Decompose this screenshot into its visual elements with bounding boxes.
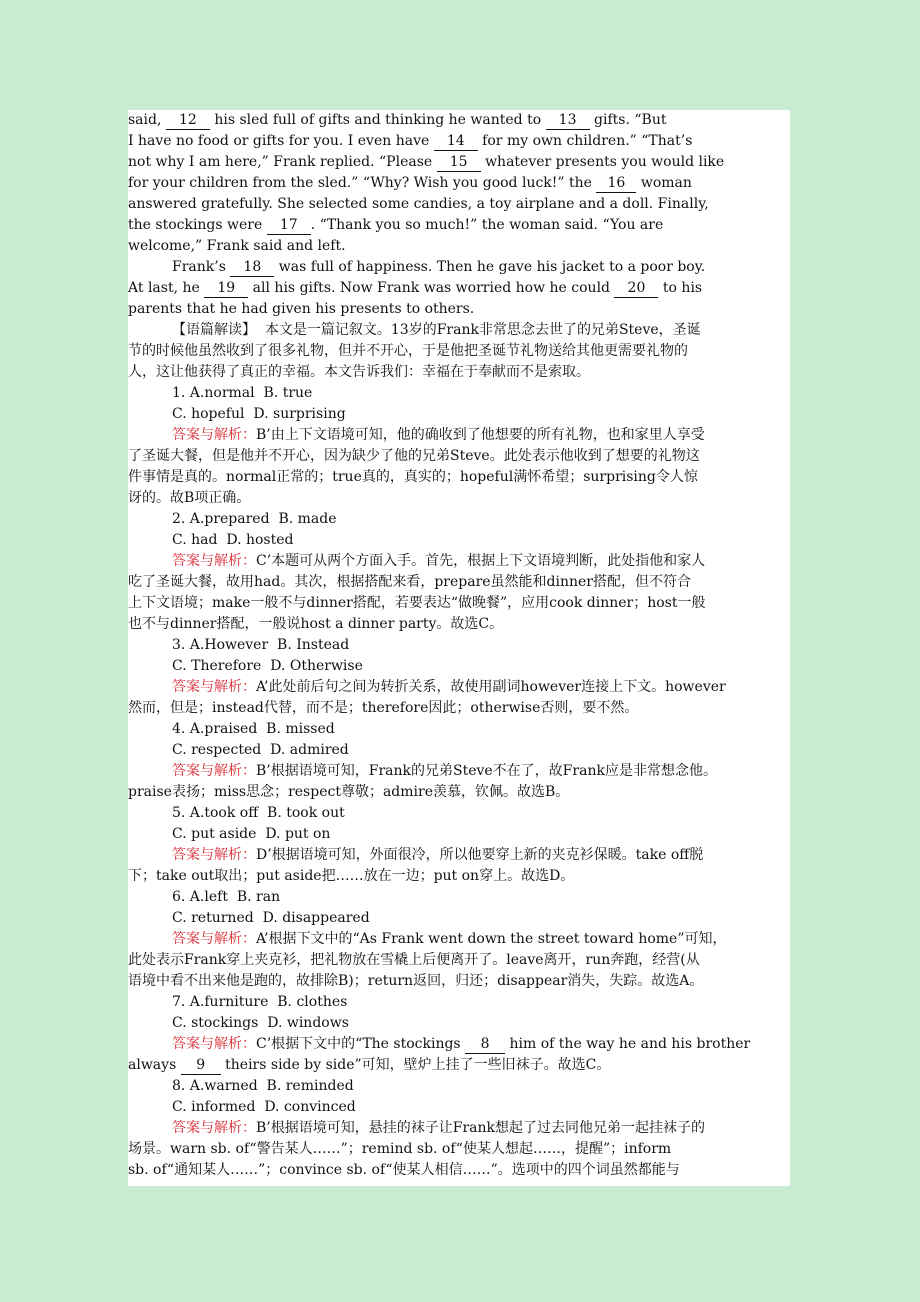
question-8 bbox=[128, 1076, 790, 1181]
passage-line: answered gratefully. She selected some candies, a toy airplane and a doll. Finally, bbox=[128, 196, 709, 212]
reading-line: 人，这让他获得了真正的幸福。本文告诉我们：幸福在于奉献而不是索取。 bbox=[128, 364, 590, 380]
option-line: 8. A.warned B. reminded bbox=[172, 1078, 354, 1094]
answer-line: 讶的。故B项正确。 bbox=[128, 490, 251, 506]
passage-line: I have no food or gifts for you. I even have 14 for my own children.” “That’s bbox=[128, 133, 693, 149]
passage-line: not why I am here,” Frank replied. “Please 15 whatever presents you would like bbox=[128, 154, 725, 170]
answer-line: 答案与解析：B’根据语境可知，Frank的兄弟Steve不在了，故Frank应是非常想念他。 bbox=[172, 763, 717, 779]
blank-19: 19 bbox=[204, 280, 248, 298]
question-1 bbox=[128, 383, 790, 509]
answer-line: 答案与解析：D’根据语境可知，外面很冷，所以他要穿上新的夹克衫保暖。take off脱 bbox=[172, 847, 704, 863]
answer-line: 答案与解析：C’根据下文中的“The stockings 8 him of the way he and his brother bbox=[172, 1036, 751, 1052]
answer-line: 也不与dinner搭配，一般说host a dinner party。故选C。 bbox=[128, 616, 504, 632]
passage-line: for your children from the sled.” “Why? Wish you good luck!” the 16 woman bbox=[128, 175, 692, 191]
blank-16: 16 bbox=[596, 175, 636, 193]
option-line: C. informed D. convinced bbox=[172, 1099, 356, 1115]
answer-line: 答案与解析：B’由上下文语境可知，他的确收到了他想要的所有礼物，也和家里人享受 bbox=[172, 427, 705, 443]
answer-line: always 9 theirs side by side”可知，壁炉上挂了一些旧袜子。故选C。 bbox=[128, 1057, 611, 1073]
option-line: C. stockings D. windows bbox=[172, 1015, 349, 1031]
option-line: 1. A.normal B. true bbox=[172, 385, 313, 401]
question-5 bbox=[128, 803, 790, 887]
answer-line: 场景。warn sb. of“警告某人……”；remind sb. of“使某人想起……，提醒”；inform bbox=[128, 1141, 672, 1157]
reading-label: 【语篇解读】 bbox=[172, 322, 256, 338]
passage-paragraph-2 bbox=[128, 257, 790, 320]
option-line: C. hopeful D. surprising bbox=[172, 406, 346, 422]
option-line: 6. A.left B. ran bbox=[172, 889, 281, 905]
answer-label: 答案与解析： bbox=[172, 1036, 256, 1052]
answer-label: 答案与解析： bbox=[172, 763, 256, 779]
blank-12: 12 bbox=[166, 112, 210, 130]
reading-line: 【语篇解读】 本文是一篇记叙文。13岁的Frank非常思念去世了的兄弟Steve，圣诞 bbox=[172, 322, 701, 338]
answer-label: 答案与解析： bbox=[172, 679, 256, 695]
answer-line: sb. of“通知某人……”；convince sb. of“使某人相信……”。选项中的四个词虽然都能与 bbox=[128, 1162, 680, 1178]
document-page bbox=[128, 110, 790, 1186]
passage-line: said, 12 his sled full of gifts and thinking he wanted to 13 gifts. “But bbox=[128, 112, 667, 128]
option-line: C. had D. hosted bbox=[172, 532, 294, 548]
passage-line: welcome,” Frank said and left. bbox=[128, 238, 346, 254]
question-7 bbox=[128, 992, 790, 1076]
question-6 bbox=[128, 887, 790, 992]
answer-label: 答案与解析： bbox=[172, 1120, 256, 1136]
option-line: C. put aside D. put on bbox=[172, 826, 331, 842]
answer-line: 件事情是真的。normal正常的；true真的，真实的；hopeful满怀希望；surprising令人惊 bbox=[128, 469, 698, 485]
answer-line: 答案与解析：A’根据下文中的“As Frank went down the street toward home”可知， bbox=[172, 931, 727, 947]
blank-20: 20 bbox=[614, 280, 658, 298]
answer-label: 答案与解析： bbox=[172, 847, 256, 863]
blank-8: 8 bbox=[465, 1036, 505, 1054]
option-line: 5. A.took off B. took out bbox=[172, 805, 345, 821]
option-line: C. Therefore D. Otherwise bbox=[172, 658, 363, 674]
passage-line: the stockings were 17 . “Thank you so much!” the woman said. “You are bbox=[128, 217, 664, 233]
answer-label: 答案与解析： bbox=[172, 931, 256, 947]
blank-18: 18 bbox=[230, 259, 274, 277]
answer-label: 答案与解析： bbox=[172, 427, 256, 443]
blank-9: 9 bbox=[181, 1057, 221, 1075]
passage-line: Frank’s 18 was full of happiness. Then he gave his jacket to a poor boy. bbox=[172, 259, 706, 275]
answer-line: praise表扬；miss思念；respect尊敬；admire羡慕，钦佩。故选B。 bbox=[128, 784, 570, 800]
answer-line: 此处表示Frank穿上夹克衫，把礼物放在雪橇上后便离开了。leave离开，run奔跑，经营(从 bbox=[128, 952, 700, 968]
blank-14: 14 bbox=[434, 133, 478, 151]
passage-line: parents that he had given his presents to others. bbox=[128, 301, 475, 317]
option-line: C. respected D. admired bbox=[172, 742, 349, 758]
blank-13: 13 bbox=[546, 112, 590, 130]
answer-line: 答案与解析：A’此处前后句之间为转折关系，故使用副词however连接上下文。however bbox=[172, 679, 726, 695]
reading-analysis bbox=[128, 320, 790, 383]
answer-label: 答案与解析： bbox=[172, 553, 256, 569]
blank-17: 17 bbox=[267, 217, 311, 235]
option-line: 7. A.furniture B. clothes bbox=[172, 994, 348, 1010]
option-line: C. returned D. disappeared bbox=[172, 910, 370, 926]
answer-line: 了圣诞大餐，但是他并不开心，因为缺少了他的兄弟Steve。此处表示他收到了想要的礼物这 bbox=[128, 448, 700, 464]
option-line: 3. A.However B. Instead bbox=[172, 637, 350, 653]
blank-15: 15 bbox=[437, 154, 481, 172]
passage-line: At last, he 19 all his gifts. Now Frank was worried how he could 20 to his bbox=[128, 280, 703, 296]
answer-line: 然而，但是；instead代替，而不是；therefore因此；otherwise否则，要不然。 bbox=[128, 700, 639, 716]
option-line: 4. A.praised B. missed bbox=[172, 721, 335, 737]
option-line: 2. A.prepared B. made bbox=[172, 511, 337, 527]
answer-line: 上下文语境；make一般不与dinner搭配，若要表达“做晚餐”，应用cook dinner；host一般 bbox=[128, 595, 706, 611]
answer-line: 语境中看不出来他是跑的，故排除B)；return返回，归还；disappear消失，失踪。故选A。 bbox=[128, 973, 704, 989]
answer-line: 吃了圣诞大餐，故用had。其次，根据搭配来看，prepare虽然能和dinner搭配，但不符合 bbox=[128, 574, 691, 590]
question-4 bbox=[128, 719, 790, 803]
answer-line: 下；take out取出；put aside把……放在一边；put on穿上。故选D。 bbox=[128, 868, 575, 884]
question-2 bbox=[128, 509, 790, 635]
question-3 bbox=[128, 635, 790, 719]
answer-line: 答案与解析：C’本题可从两个方面入手。首先，根据上下文语境判断，此处指他和家人 bbox=[172, 553, 706, 569]
passage-paragraph-1 bbox=[128, 110, 790, 257]
answer-line: 答案与解析：B’根据语境可知，悬挂的袜子让Frank想起了过去同他兄弟一起挂袜子的 bbox=[172, 1120, 705, 1136]
reading-line: 节的时候他虽然收到了很多礼物，但并不开心，于是他把圣诞节礼物送给其他更需要礼物的 bbox=[128, 343, 688, 359]
